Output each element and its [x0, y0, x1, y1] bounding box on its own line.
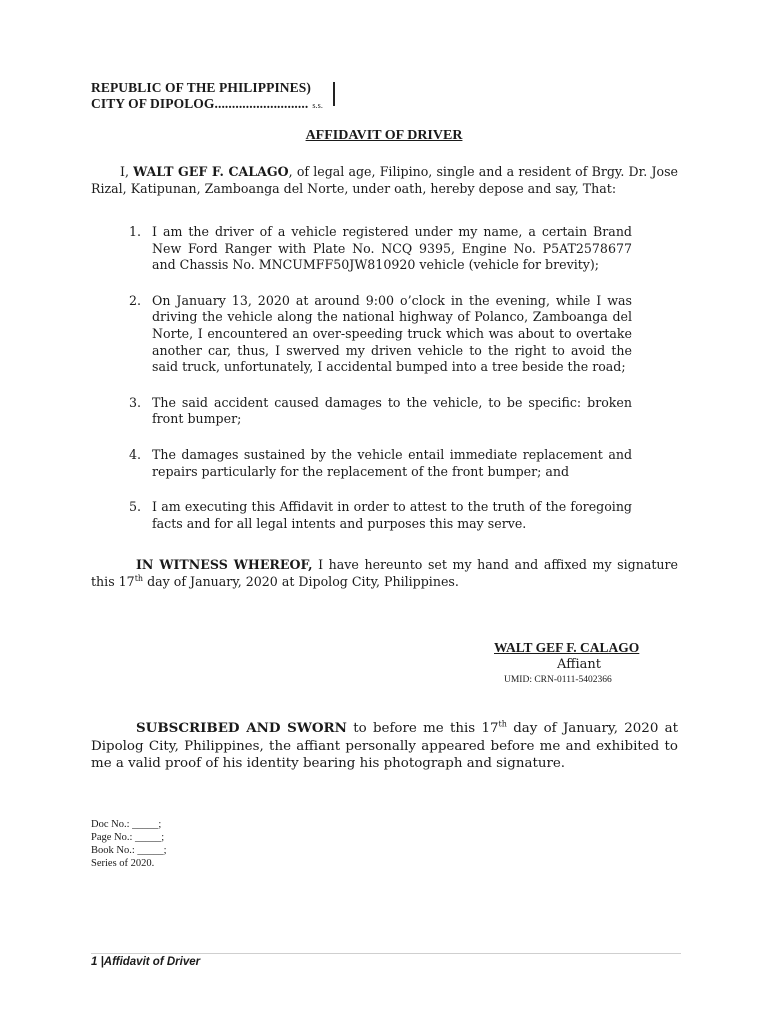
jurat-text-1: to before me this 17	[346, 721, 499, 736]
series-label: Series of 2020.	[91, 858, 155, 869]
signature-name: WALT GEF F. CALAGO	[494, 640, 640, 655]
witness-text-1: I have hereunto set my hand and affixed my signature this 17	[91, 557, 678, 589]
caption-republic-text: REPUBLIC OF THE PHILIPPINES)	[91, 80, 311, 95]
jurat-lead: SUBSCRIBED AND SWORN	[136, 720, 347, 736]
item-text: The damages sustained by the vehicle entail immediate replacement and repairs particularly for the replacement of the front bumper; and	[152, 446, 632, 479]
doc-number: Doc No.: _____;	[91, 819, 162, 830]
affiant-name-intro: WALT GEF F. CALAGO	[133, 164, 289, 179]
item-text: On January 13, 2020 at around 9:00 o’clock in the evening, while I was driving the vehicle along the national highway of Polanco, Zamboanga del Norte, I encountered an over-speeding truck which was about to overtake another car, thus, I swerved my driven vehicle to the right to avoid the said truck, unfortunately, I accidental bumped into a tree beside the road;	[152, 292, 632, 375]
item-number: 4.	[129, 446, 142, 462]
signature-id: UMID: CRN-0111-5402366	[504, 675, 612, 685]
intro-paragraph	[91, 163, 678, 197]
caption-ss: s.s.	[312, 101, 323, 110]
page-number: Page No.: _____;	[91, 832, 165, 843]
intro-text: , of legal age, Filipino, single and a resident of Brgy. Dr. Jose Rizal, Katipunan, Zamboanga del Norte, under oath, hereby depose and say, That:	[91, 164, 678, 196]
statement-list	[91, 224, 632, 532]
signature-role: Affiant	[557, 657, 601, 672]
caption-city-text: CITY OF DIPOLOG...........................	[91, 96, 309, 111]
footer-divider	[91, 953, 681, 954]
caption-republic	[91, 80, 311, 96]
witness-paragraph	[91, 556, 678, 590]
jurat-sup: th	[498, 719, 507, 729]
document-title: AFFIDAVIT OF DRIVER	[305, 128, 463, 143]
item-number: 1.	[129, 224, 142, 239]
item-number: 5.	[129, 499, 142, 515]
jurat-text-2: day of January, 2020 at Dipolog City, Philippines, the affiant personally appeared before me and exhibited to me a valid proof of his identity bearing his photograph and signature.	[91, 721, 679, 771]
list-item	[91, 224, 632, 274]
book-number: Book No.: _____;	[91, 845, 167, 856]
witness-lead: IN WITNESS WHEREOF,	[136, 557, 313, 572]
list-item	[91, 499, 632, 532]
item-number: 3.	[129, 394, 142, 410]
list-item	[91, 447, 632, 480]
caption-city	[91, 96, 323, 112]
witness-sup: th	[134, 573, 144, 583]
item-text: I am the driver of a vehicle registered under my name, a certain Brand New Ford Ranger with Plate No. NCQ 9395, Engine No. P5AT2578677 and Chassis No. MNCUMFF50JW810920 vehicle (vehicle for brevity);	[152, 224, 632, 273]
item-number: 2.	[129, 292, 142, 308]
item-text: The said accident caused damages to the vehicle, to be specific: broken front bumper;	[152, 394, 632, 427]
jurat-paragraph	[91, 720, 678, 773]
caption-bracket	[333, 82, 335, 106]
page-footer: 1 |Affidavit of Driver	[91, 956, 201, 968]
item-text: I am executing this Affidavit in order to attest to the truth of the foregoing facts and for all legal intents and purposes this may serve.	[152, 499, 632, 531]
list-item	[91, 293, 632, 376]
list-item	[91, 395, 632, 428]
witness-text-2: day of January, 2020 at Dipolog City, Philippines.	[143, 574, 459, 589]
intro-prefix: I,	[120, 164, 134, 179]
